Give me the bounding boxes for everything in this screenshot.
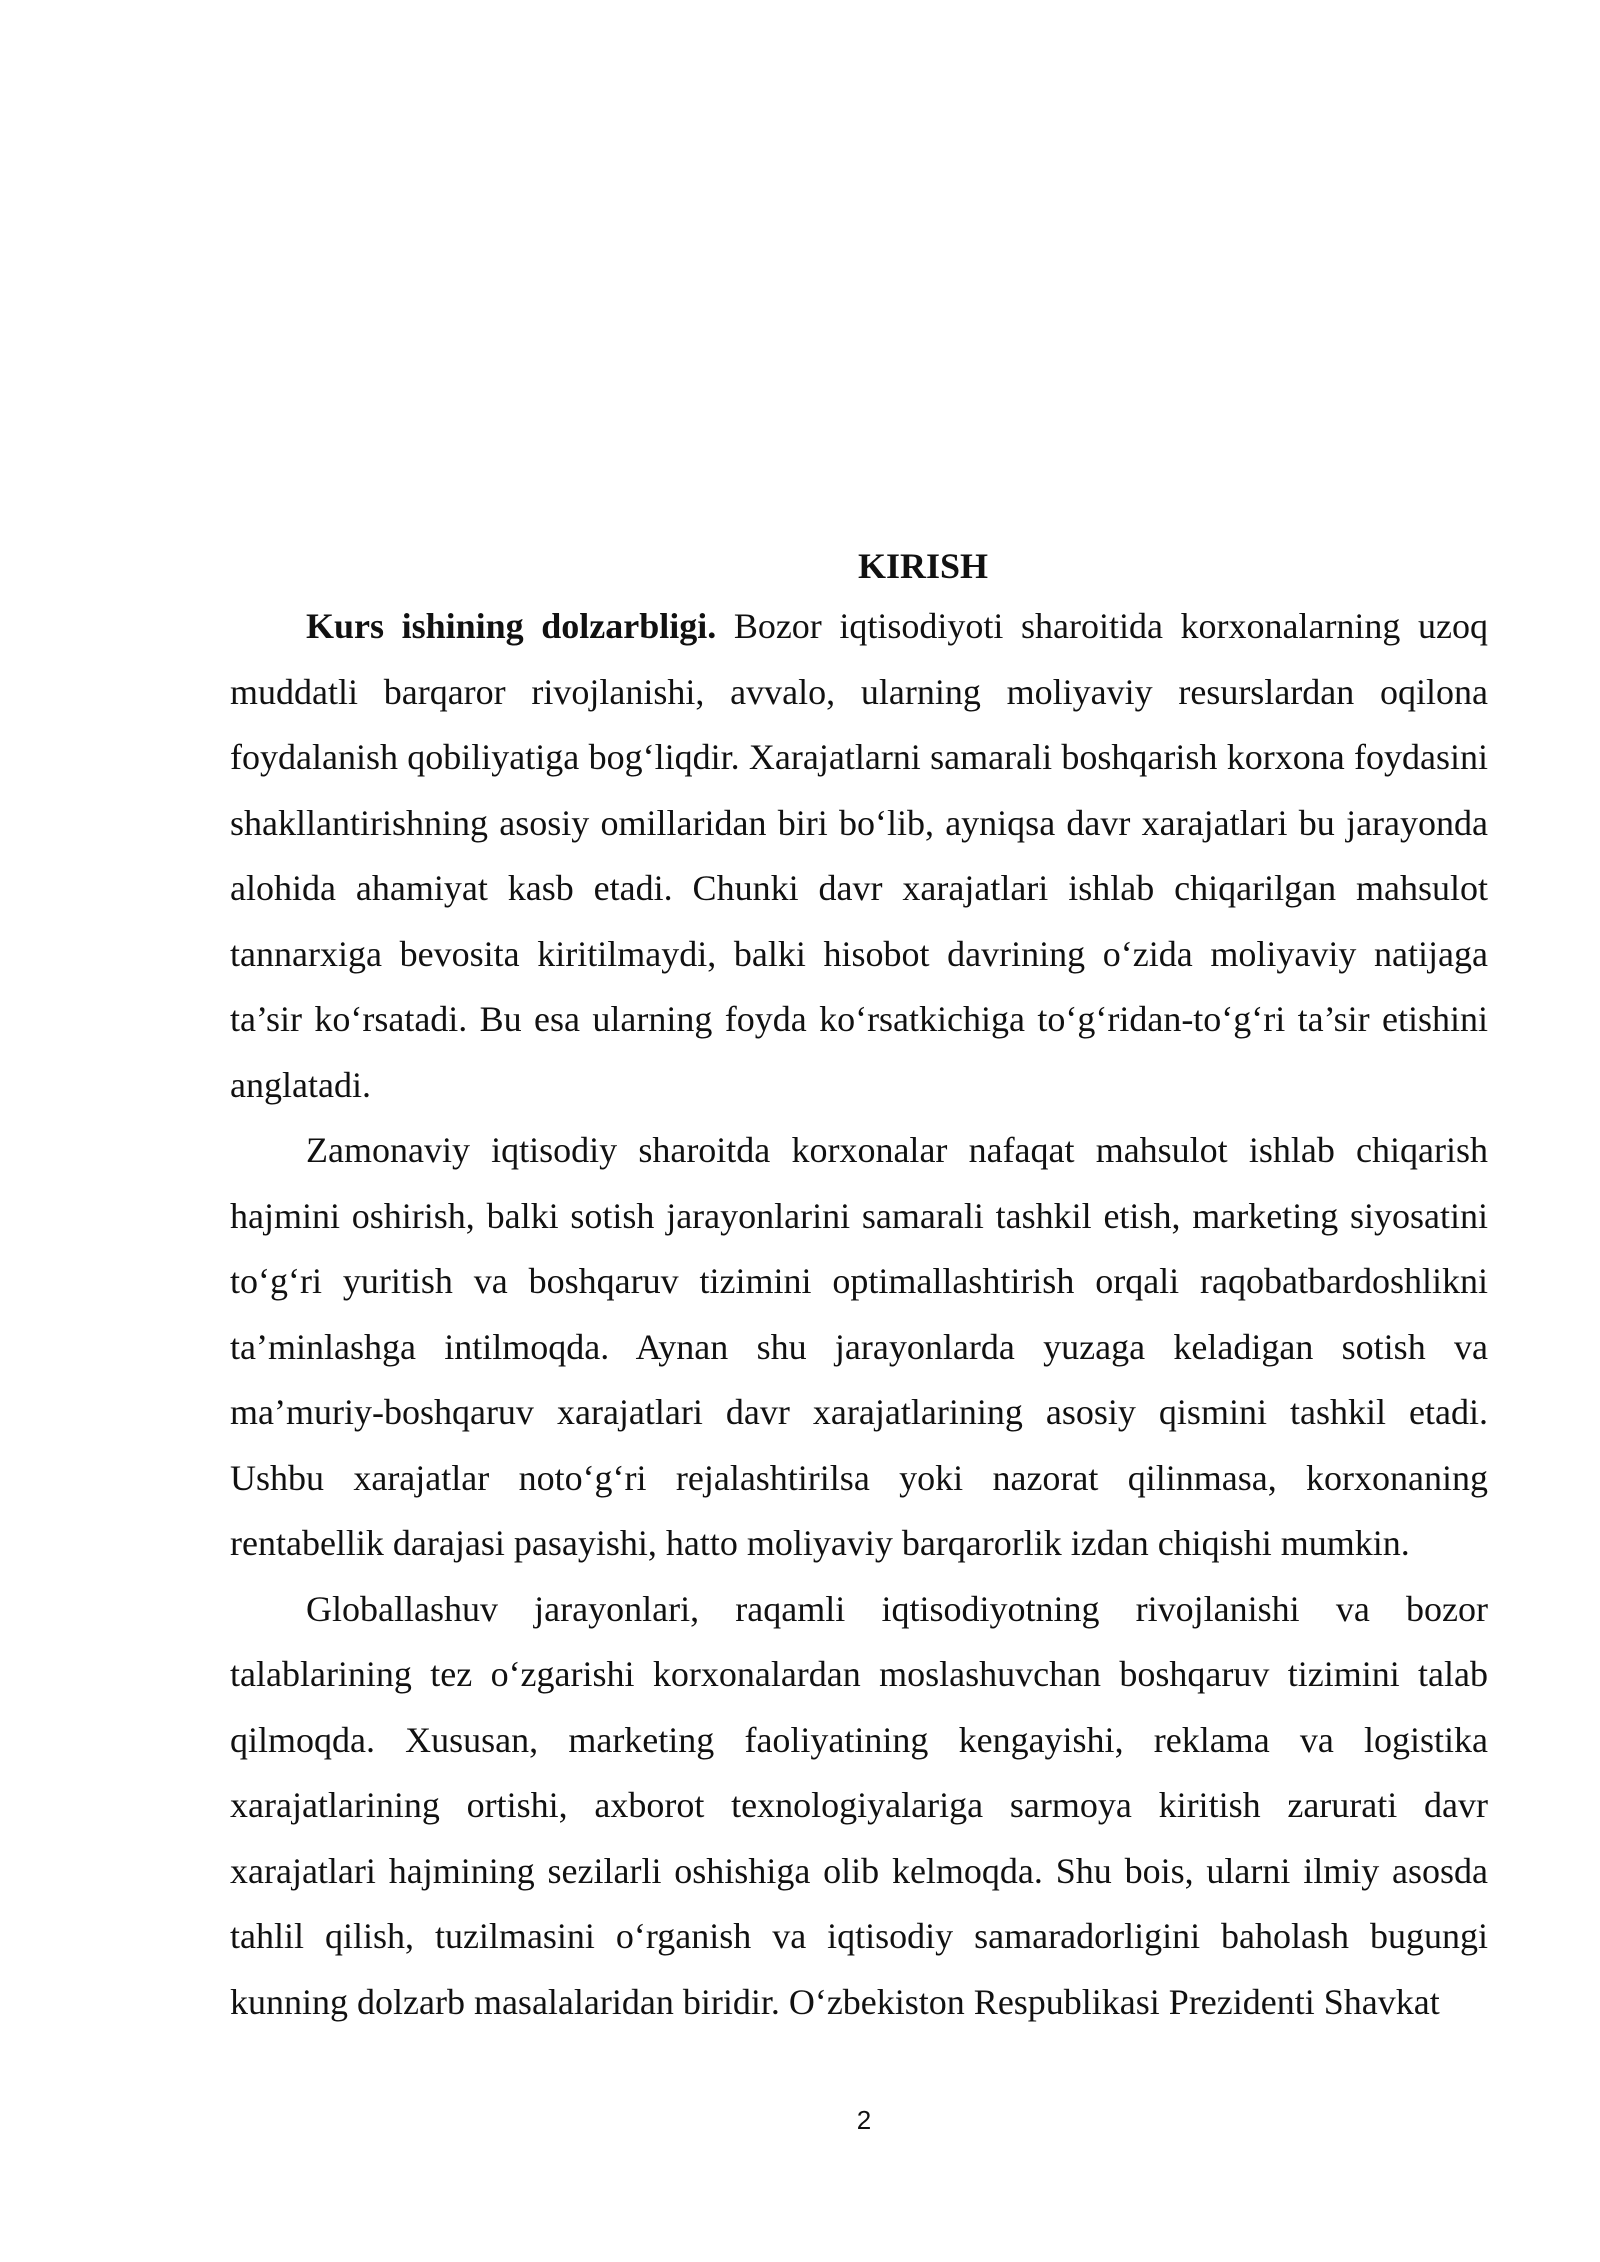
paragraph-relevance — [230, 594, 1488, 1118]
paragraph-text: Bozor iqtisodiyoti sharoitida korxonalarning uzoq muddatli barqaror rivojlanishi, avvalo, ularning moliyaviy resurslardan oqilona foydalanish qobiliyatiga bog‘liqdir. Xarajatlarni samarali boshqarish korxona foydasini shakllantirishning asosiy omillaridan biri bo‘lib, ayniqsa davr xarajatlari bu jarayonda alohida ahamiyat kasb etadi. Chunki davr xarajatlari ishlab chiqarilgan mahsulot tannarxiga bevosita kiritilmaydi, balki hisobot davrining o‘zida moliyaviy natijaga ta’sir ko‘rsatadi. Bu esa ularning foyda ko‘rsatkichiga to‘g‘ridan-to‘g‘ri ta’sir etishini anglatadi. — [230, 606, 1488, 1105]
paragraph-lead: Kurs ishining dolzarbligi. — [306, 606, 717, 646]
paragraph-modern-conditions: Zamonaviy iqtisodiy sharoitda korxonalar nafaqat mahsulot ishlab chiqarish hajmini oshirish, balki sotish jarayonlarini samarali tashkil etish, marketing siyosatini to‘g‘ri yuritish va boshqaruv tizimini optimallashtirish orqali raqobatbardoshlikni ta’minlashga intilmoqda. Aynan shu jarayonlarda yuzaga keladigan sotish va ma’muriy-boshqaruv xarajatlari davr xarajatlarining asosiy qismini tashkil etadi. Ushbu xarajatlar noto‘g‘ri rejalashtirilsa yoki nazorat qilinmasa, korxonaning rentabellik darajasi pasayishi, hatto moliyaviy barqarorlik izdan chiqishi mumkin. — [230, 1130, 1488, 1563]
paragraph-globalization: Globallashuv jarayonlari, raqamli iqtisodiyotning rivojlanishi va bozor talablarining tez o‘zgarishi korxonalardan moslashuvchan boshqaruv tizimini talab qilmoqda. Xususan, marketing faoliyatining kengayishi, reklama va logistika xarajatlarining ortishi, axborot texnologiyalariga sarmoya kiritish zarurati davr xarajatlari hajmining sezilarli oshishiga olib kelmoqda. Shu bois, ularni ilmiy asosda tahlil qilish, tuzilmasini o‘rganish va iqtisodiy samaradorligini baholash bugungi kunning dolzarb masalalaridan biridir. O‘zbekiston Respublikasi Prezidenti Shavkat — [230, 1588, 1488, 2022]
page-number: 2 — [856, 2105, 872, 2135]
page-content — [230, 538, 1488, 2035]
section-heading: KIRISH — [857, 546, 989, 586]
